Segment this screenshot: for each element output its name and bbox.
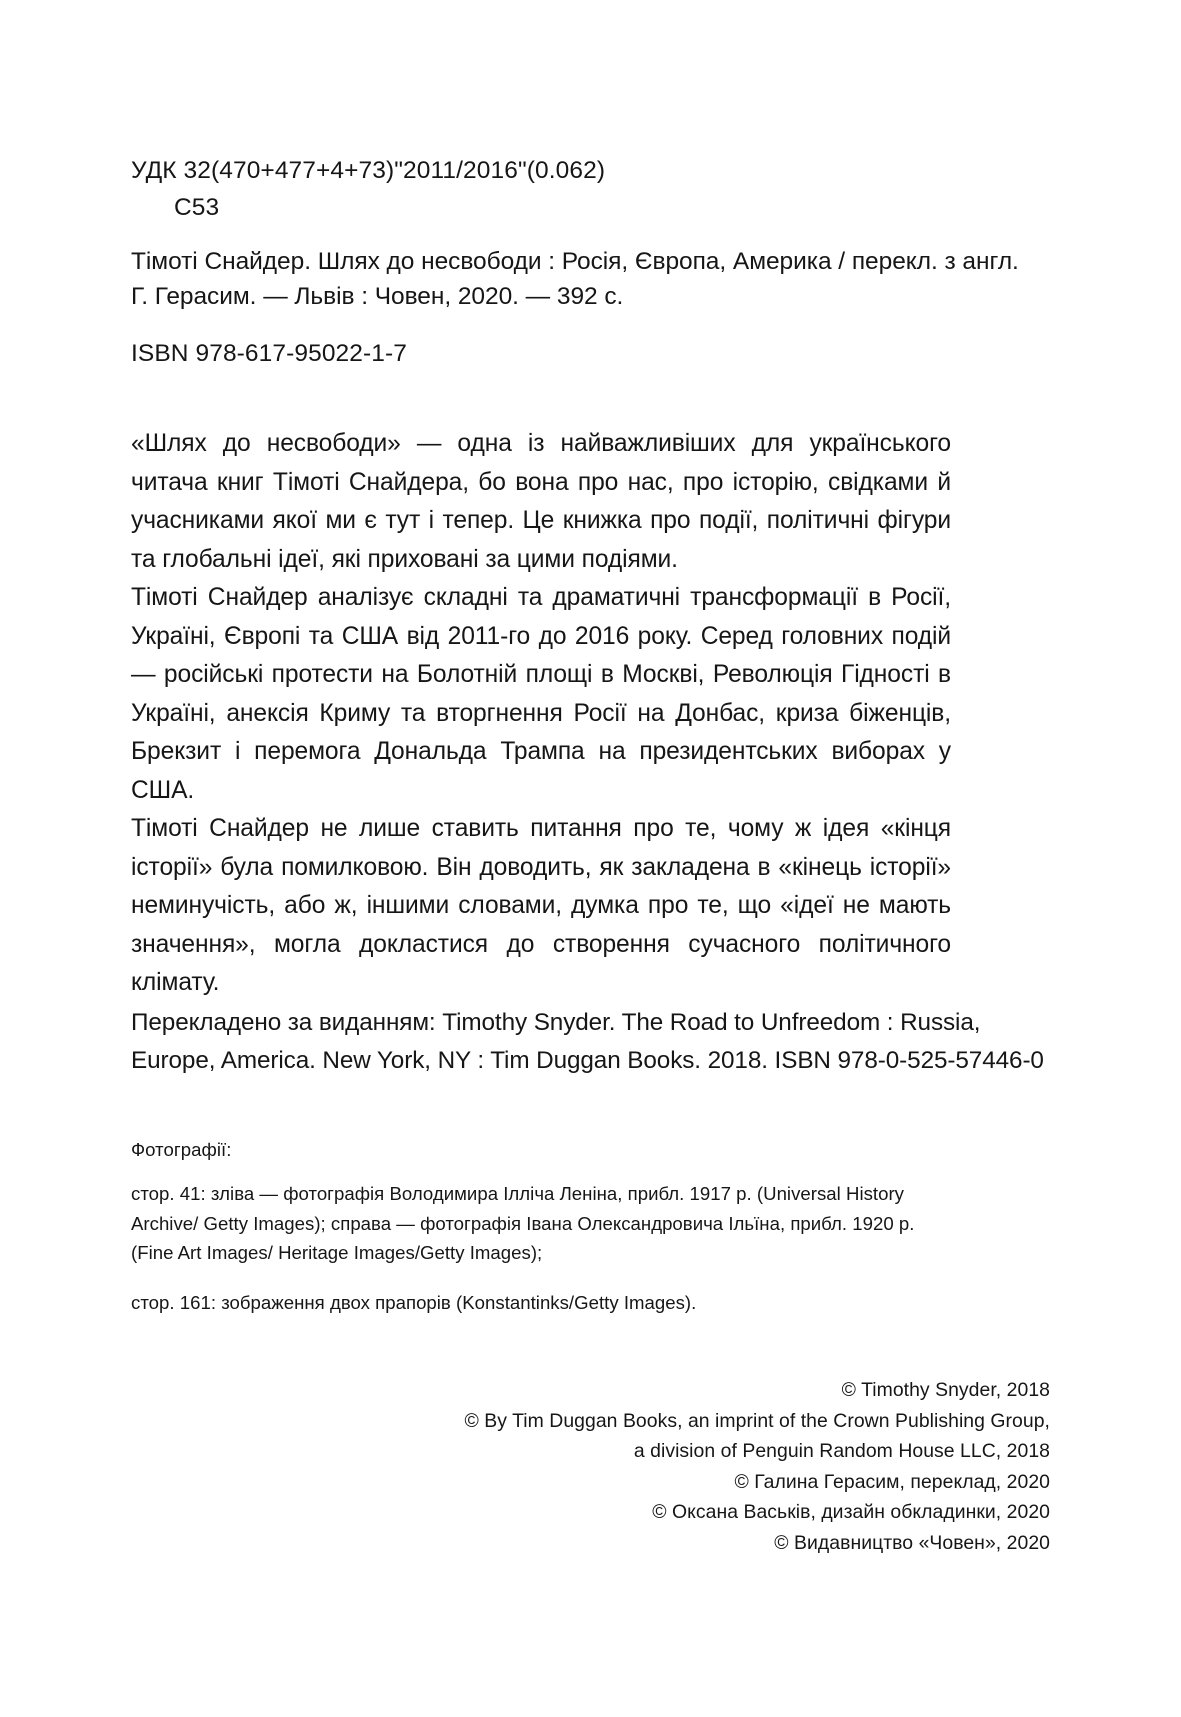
isbn-block bbox=[131, 336, 951, 371]
copyright-line: © Видавництво «Човен», 2020 bbox=[774, 1531, 1050, 1554]
annotation-paragraph-2: Тімоті Снайдер аналізує складні та драматичні трансформації в Росії, Україні, Європі та США від 2011-го до 2016 року. Серед головних подій — російські протести на Болотній площі в Москві, Революція Гідності в Україні, анексія Криму та вторгнення Росії на Донбас, криза біженців, Брекзит і перемога Дональда Трампа на президентських виборах у США. bbox=[131, 584, 951, 804]
photo-credits-block bbox=[131, 1135, 961, 1317]
udc-author-code: С53 bbox=[174, 194, 220, 221]
udc-block bbox=[131, 152, 951, 226]
copyright-line: © Оксана Васьків, дизайн обкладинки, 2020 bbox=[652, 1501, 1050, 1523]
bibliographic-line-2: Г. Герасим. — Львів : Човен, 2020. — 392 с. bbox=[131, 283, 624, 310]
photo-credits-heading: Фотографії: bbox=[131, 1139, 232, 1160]
copyright-line: © By Tim Duggan Books, an imprint of the Crown Publishing Group, bbox=[464, 1409, 1050, 1432]
copyright-line: © Галина Герасим, переклад, 2020 bbox=[734, 1470, 1050, 1493]
copyright-line: © Timothy Snyder, 2018 bbox=[841, 1379, 1050, 1401]
photo-credit-entry: стор. 41: зліва — фотографія Володимира Ілліча Леніна, прибл. 1917 р. (Universal History Archive/ Getty Images); справа — фотографія Івана Олександровича Ільїна, прибл. 1920 р. (Fine Art Images/ Heritage Images/Getty Images); bbox=[131, 1183, 915, 1263]
bibliographic-line-1: Тімоті Снайдер. Шлях до несвободи : Росія, Європа, Америка / перекл. з англ. bbox=[131, 248, 1019, 275]
annotation-paragraph-3: Тімоті Снайдер не лише ставить питання про те, чому ж ідея «кінця історії» була помилковою. Він доводить, як закладена в «кінець історії» неминучість, або ж, іншими словами, думка про те, що «ідеї не мають значення», могла докластися до створення сучасного політичного клімату. bbox=[131, 815, 951, 996]
photo-credit-entry: стор. 161: зображення двох прапорів (Konstantinks/Getty Images). bbox=[131, 1291, 697, 1313]
bibliographic-description bbox=[131, 244, 1019, 314]
udc-classification: УДК 32(470+477+4+73)"2011/2016"(0.062) bbox=[131, 157, 606, 184]
source-edition-line-1: Перекладено за виданням: Timothy Snyder. The Road to Unfreedom : Russia, bbox=[131, 1009, 981, 1036]
annotation-paragraph-1: «Шлях до несвободи» — одна із найважливіших для українського читача книг Тімоті Снайдера, бо вона про нас, про історію, свідками й учасниками якої ми є тут і тепер. Це книжка про події, політичні фігури та глобальні ідеї, які приховані за цими подіями. bbox=[131, 430, 951, 573]
source-edition-line-2: Europe, America. New York, NY : Tim Duggan Books. 2018. ISBN 978-0-525-57446-0 bbox=[131, 1047, 1044, 1074]
isbn-value: ISBN 978-617-95022-1-7 bbox=[131, 340, 407, 367]
copyright-line: a division of Penguin Random House LLC, 2018 bbox=[633, 1440, 1050, 1462]
source-edition-block bbox=[131, 1004, 1044, 1080]
annotation-block bbox=[131, 425, 951, 1003]
copyright-block bbox=[290, 1375, 1050, 1558]
